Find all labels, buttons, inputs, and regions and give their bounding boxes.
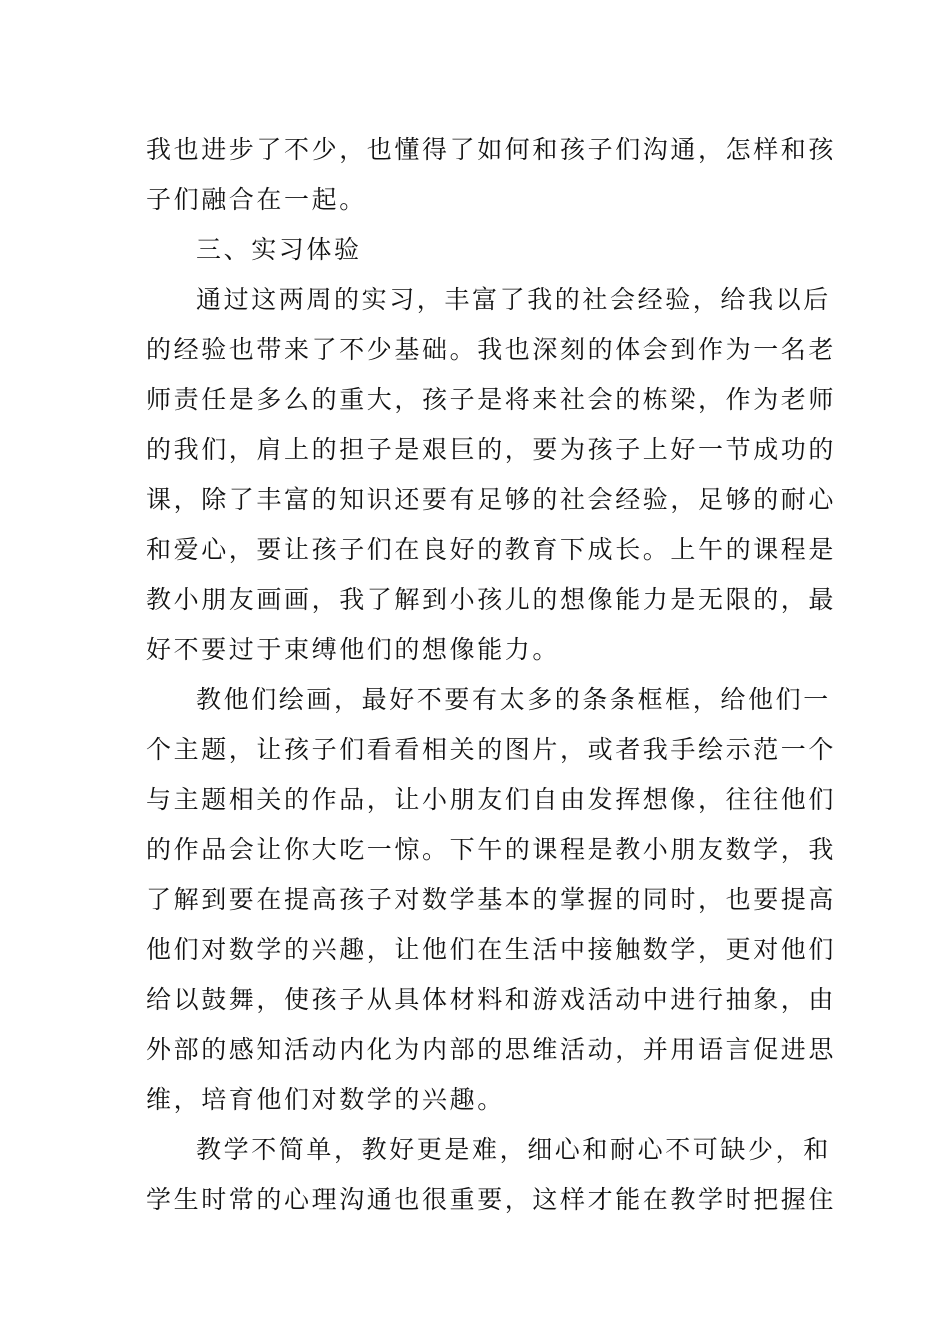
text-line: 的作品会让你大吃一惊。下午的课程是教小朋友数学，我 xyxy=(146,835,837,864)
text-line: 通过这两周的实习，丰富了我的社会经验，给我以后 xyxy=(196,285,831,314)
text-line: 师责任是多么的重大，孩子是将来社会的栋梁，作为老师 xyxy=(146,385,837,414)
text-line: 的经验也带来了不少基础。我也深刻的体会到作为一名老 xyxy=(146,335,837,364)
text-line: 个主题，让孩子们看看相关的图片，或者我手绘示范一个 xyxy=(146,735,837,764)
section-heading: 三、实习体验 xyxy=(196,235,362,264)
text-line: 维，培育他们对数学的兴趣。 xyxy=(146,1085,505,1114)
text-line: 教学不简单，教好更是难，细心和耐心不可缺少，和 xyxy=(196,1135,831,1164)
text-line: 了解到要在提高孩子对数学基本的掌握的同时，也要提高 xyxy=(146,885,837,914)
text-line: 课，除了丰富的知识还要有足够的社会经验，足够的耐心 xyxy=(146,485,837,514)
text-line: 和爱心，要让孩子们在良好的教育下成长。上午的课程是 xyxy=(146,535,837,564)
text-line: 好不要过于束缚他们的想像能力。 xyxy=(146,635,561,664)
text-line: 外部的感知活动内化为内部的思维活动，并用语言促进思 xyxy=(146,1035,837,1064)
text-line: 教小朋友画画，我了解到小孩儿的想像能力是无限的，最 xyxy=(146,585,837,614)
text-line: 子们融合在一起。 xyxy=(146,185,367,214)
text-line: 给以鼓舞，使孩子从具体材料和游戏活动中进行抽象，由 xyxy=(146,985,837,1014)
text-line: 学生时常的心理沟通也很重要，这样才能在教学时把握住 xyxy=(146,1185,837,1214)
text-line: 的我们，肩上的担子是艰巨的，要为孩子上好一节成功的 xyxy=(146,435,837,464)
text-line: 他们对数学的兴趣，让他们在生活中接触数学，更对他们 xyxy=(146,935,837,964)
text-line: 与主题相关的作品，让小朋友们自由发挥想像，往往他们 xyxy=(146,785,837,814)
text-line: 教他们绘画，最好不要有太多的条条框框，给他们一 xyxy=(196,685,831,714)
text-line: 我也进步了不少，也懂得了如何和孩子们沟通，怎样和孩 xyxy=(146,135,837,164)
